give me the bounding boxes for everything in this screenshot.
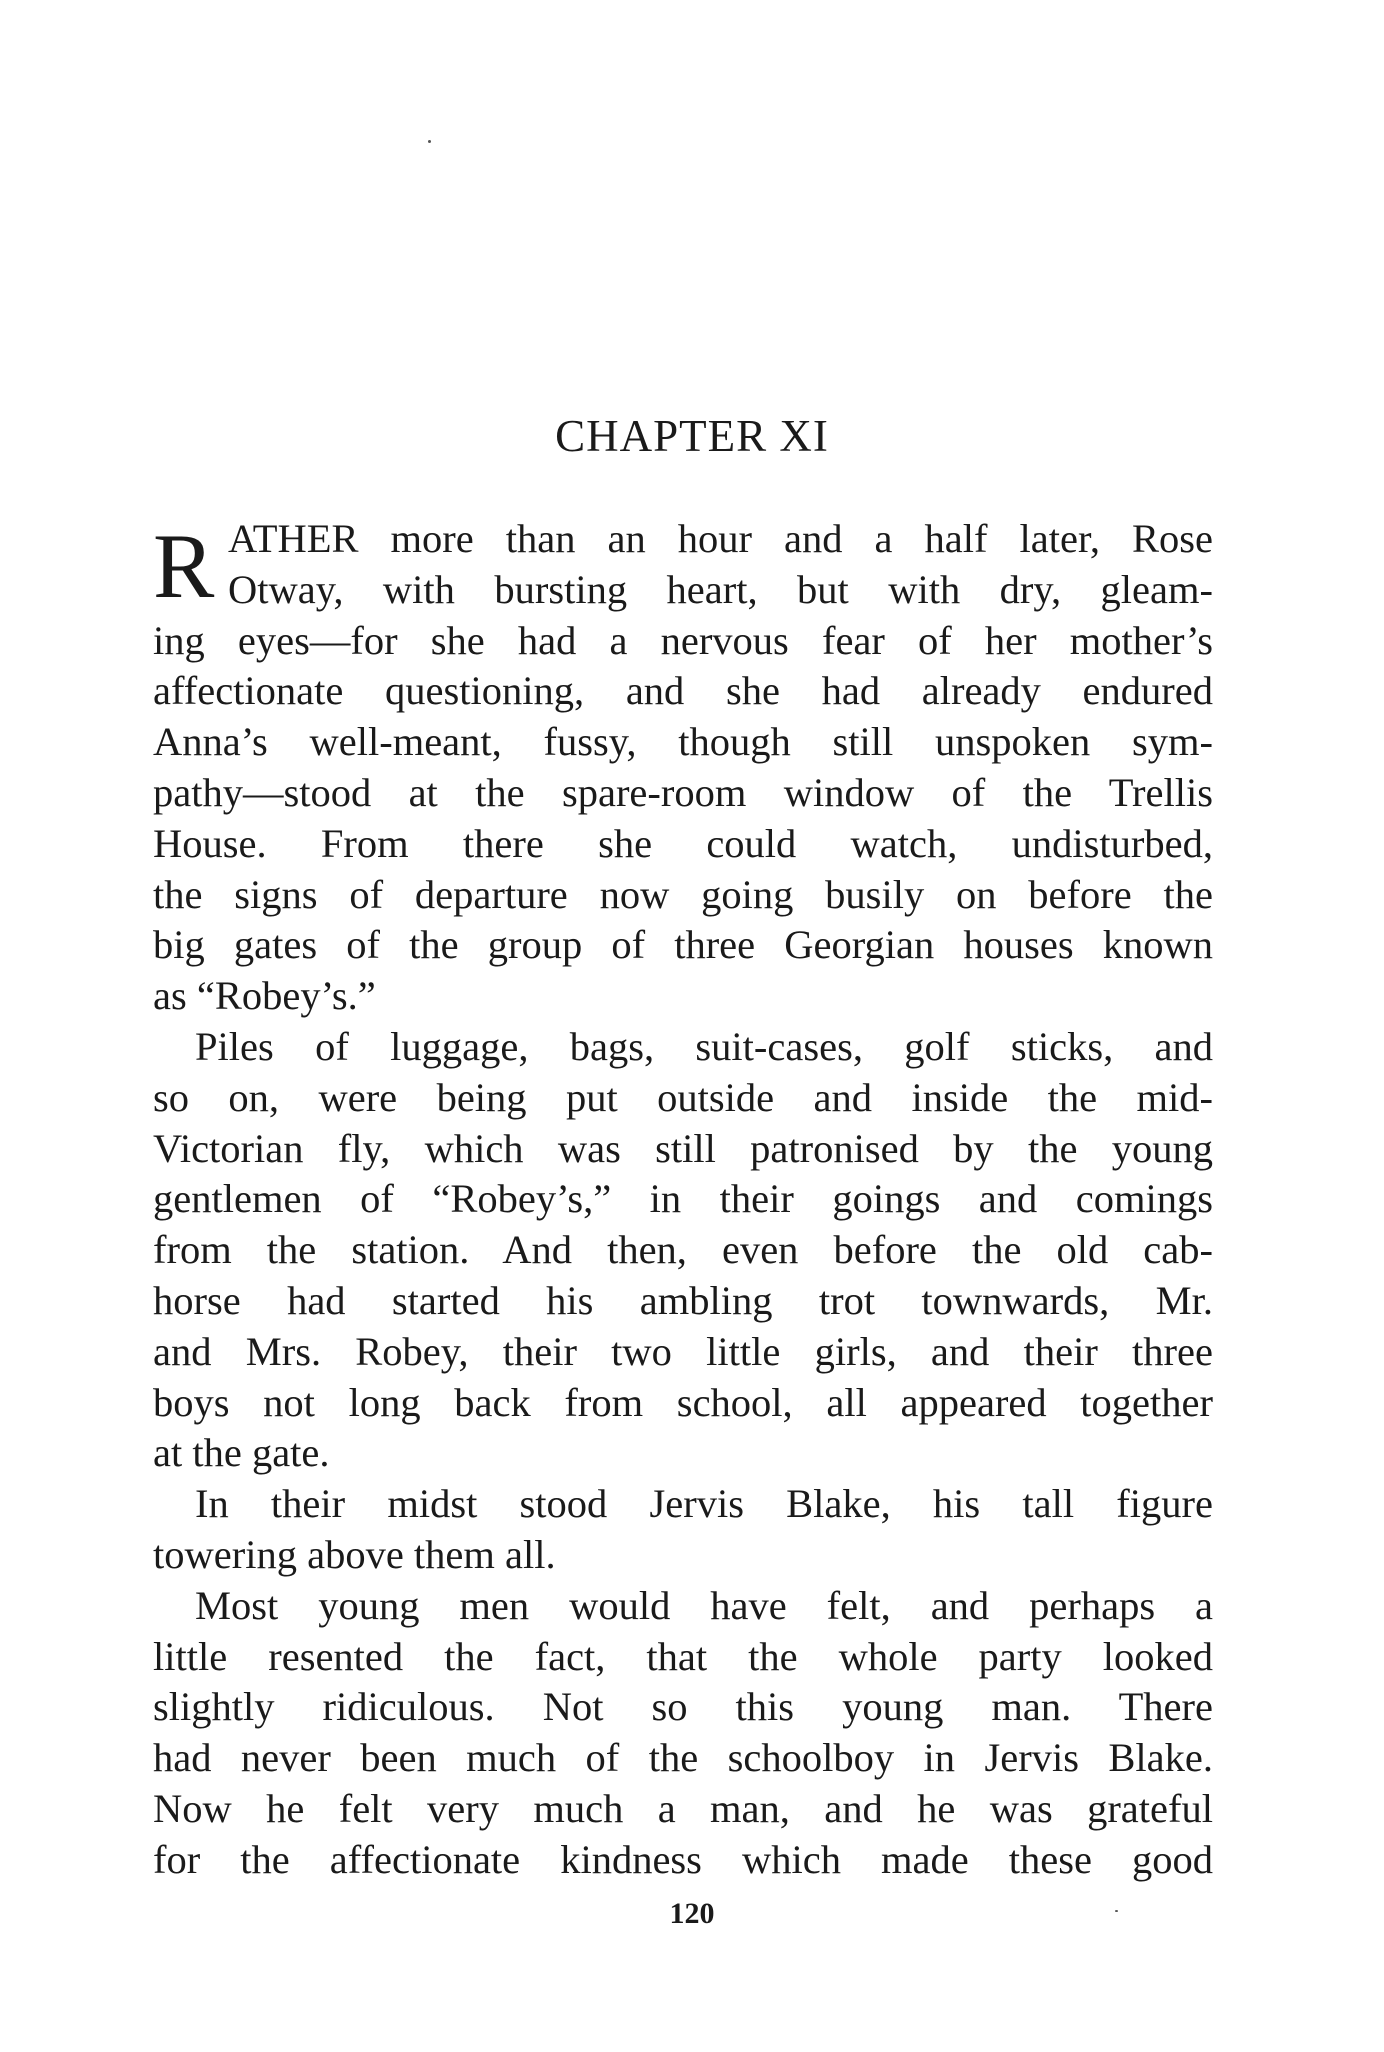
text-line: for the affectionate kindness which made these good xyxy=(153,1836,1213,1882)
text-line: In their midst stood Jervis Blake, his tall figure xyxy=(195,1481,1213,1527)
text-line: pathy—stood at the spare-room window of the Trellis xyxy=(153,769,1213,815)
text-line: Anna’s well-meant, fussy, though still unspoken sym- xyxy=(153,719,1213,765)
text-line: Piles of luggage, bags, suit-cases, golf sticks, and xyxy=(195,1023,1213,1069)
text-line: had never been much of the schoolboy in Jervis Blake. xyxy=(153,1735,1213,1781)
text-line: ing eyes—for she had a nervous fear of her mother’s xyxy=(153,617,1213,663)
text-line: towering above them all. xyxy=(153,1531,556,1577)
text-line: Now he felt very much a man, and he was grateful xyxy=(153,1785,1213,1831)
text-line: the signs of departure now going busily on before the xyxy=(153,871,1213,917)
chapter-title: CHAPTER XI xyxy=(555,411,829,461)
text-line: Otway, with bursting heart, but with dry, gleam- xyxy=(228,566,1213,612)
text-line: gentlemen of “Robey’s,” in their goings and comings xyxy=(153,1176,1213,1222)
text-line: boys not long back from school, all appeared together xyxy=(153,1379,1213,1425)
text-line: affectionate questioning, and she had already endured xyxy=(153,668,1213,714)
text-line: House. From there she could watch, undisturbed, xyxy=(153,820,1213,866)
ink-speck xyxy=(428,140,431,143)
text-line: ATHER more than an hour and a half later, Rose xyxy=(228,516,1213,561)
text-line: at the gate. xyxy=(153,1430,330,1476)
text-line: horse had started his ambling trot townwards, Mr. xyxy=(153,1277,1213,1323)
page-number: 120 xyxy=(669,1897,715,1930)
text-line: little resented the fact, that the whole party looked xyxy=(153,1633,1213,1679)
chapter-body xyxy=(153,514,1213,1886)
text-line: slightly ridiculous. Not so this young man. There xyxy=(153,1684,1213,1730)
text-line: big gates of the group of three Georgian houses known xyxy=(153,922,1213,968)
text-line: Most young men would have felt, and perhaps a xyxy=(195,1582,1213,1628)
text-line: so on, were being put outside and inside the mid- xyxy=(153,1074,1213,1120)
text-line: from the station. And then, even before the old cab- xyxy=(153,1227,1213,1273)
text-line: and Mrs. Robey, their two little girls, and their three xyxy=(153,1328,1213,1374)
text-line: as “Robey’s.” xyxy=(153,973,376,1019)
text-line: Victorian fly, which was still patronised by the young xyxy=(153,1125,1213,1171)
drop-cap: R xyxy=(153,515,215,617)
